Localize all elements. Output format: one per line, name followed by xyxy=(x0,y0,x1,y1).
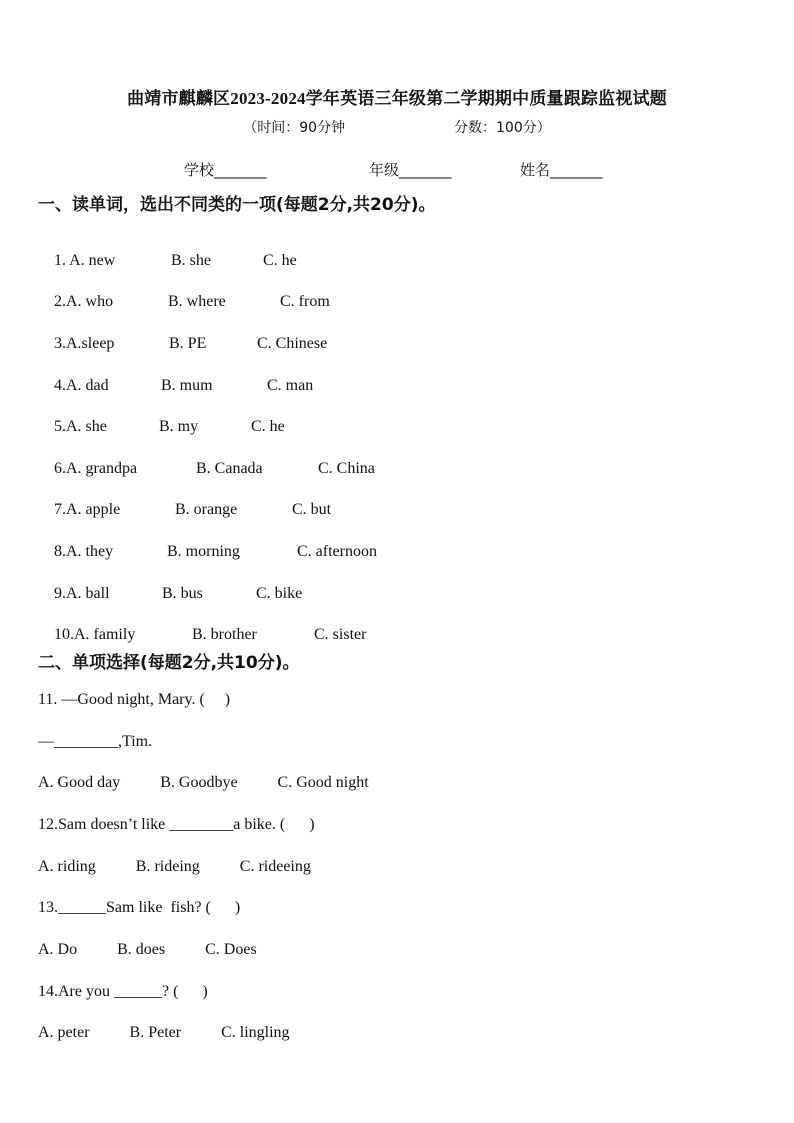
section-1-heading: 一、读单词，选出不同类的一项(每题2分,共20分)。 xyxy=(38,195,436,215)
options-line: A. Do B. does C. Does xyxy=(38,941,257,958)
option-b: B. orange xyxy=(175,501,238,518)
options-line: A. riding B. rideing C. rideeing xyxy=(38,858,311,875)
option-b: B. where xyxy=(168,293,226,310)
option-a: 10.A. family xyxy=(54,626,136,643)
option-a: 7.A. apple xyxy=(54,501,121,518)
option-b: B. brother xyxy=(192,626,257,643)
option-b: B. she xyxy=(171,252,211,269)
exam-subtitle xyxy=(0,117,794,137)
option-a: 3.A.sleep xyxy=(54,335,115,352)
name-field: 姓名_______ xyxy=(520,161,603,179)
question-text: 14.Are you ______? ( ) xyxy=(38,983,208,1000)
option-c: C. from xyxy=(280,293,330,310)
time-info: （时间：90分钟 xyxy=(243,120,346,136)
exam-title: 曲靖市麒麟区2023-2024学年英语三年级第二学期期中质量跟踪监视试题 xyxy=(127,89,667,108)
grade-field: 年级_______ xyxy=(369,161,452,179)
option-c: C. afternoon xyxy=(297,543,377,560)
option-c: C. sister xyxy=(314,626,367,643)
options-line: A. peter B. Peter C. lingling xyxy=(38,1024,290,1041)
answer-line: —________,Tim. xyxy=(38,733,153,750)
option-a: 5.A. she xyxy=(54,418,107,435)
option-b: B. PE xyxy=(169,335,207,352)
section-2-heading: 二、单项选择(每题2分,共10分)。 xyxy=(38,653,300,673)
score-info: 分数：100分） xyxy=(454,120,551,136)
question-text: 11. —Good night, Mary. ( ) xyxy=(38,691,231,708)
options-line: A. Good day B. Goodbye C. Good night xyxy=(38,774,369,791)
option-a: 6.A. grandpa xyxy=(54,460,138,477)
option-a: 9.A. ball xyxy=(54,585,110,602)
option-a: 8.A. they xyxy=(54,543,114,560)
option-c: C. but xyxy=(292,501,332,518)
option-c: C. he xyxy=(263,252,297,269)
question-text: 12.Sam doesn’t like ________a bike. ( ) xyxy=(38,816,315,833)
option-c: C. China xyxy=(318,460,375,477)
option-c: C. Chinese xyxy=(257,335,328,352)
option-b: B. bus xyxy=(162,585,203,602)
option-b: B. Canada xyxy=(196,460,263,477)
option-b: B. morning xyxy=(167,543,240,560)
option-c: C. man xyxy=(267,377,314,394)
option-b: B. my xyxy=(159,418,199,435)
option-a: 4.A. dad xyxy=(54,377,109,394)
option-b: B. mum xyxy=(161,377,213,394)
option-c: C. bike xyxy=(256,585,303,602)
question-text: 13.______Sam like fish? ( ) xyxy=(38,899,241,916)
option-a: 2.A. who xyxy=(54,293,114,310)
option-a: 1. A. new xyxy=(54,252,116,269)
school-field: 学校_______ xyxy=(184,161,267,179)
option-c: C. he xyxy=(251,418,285,435)
